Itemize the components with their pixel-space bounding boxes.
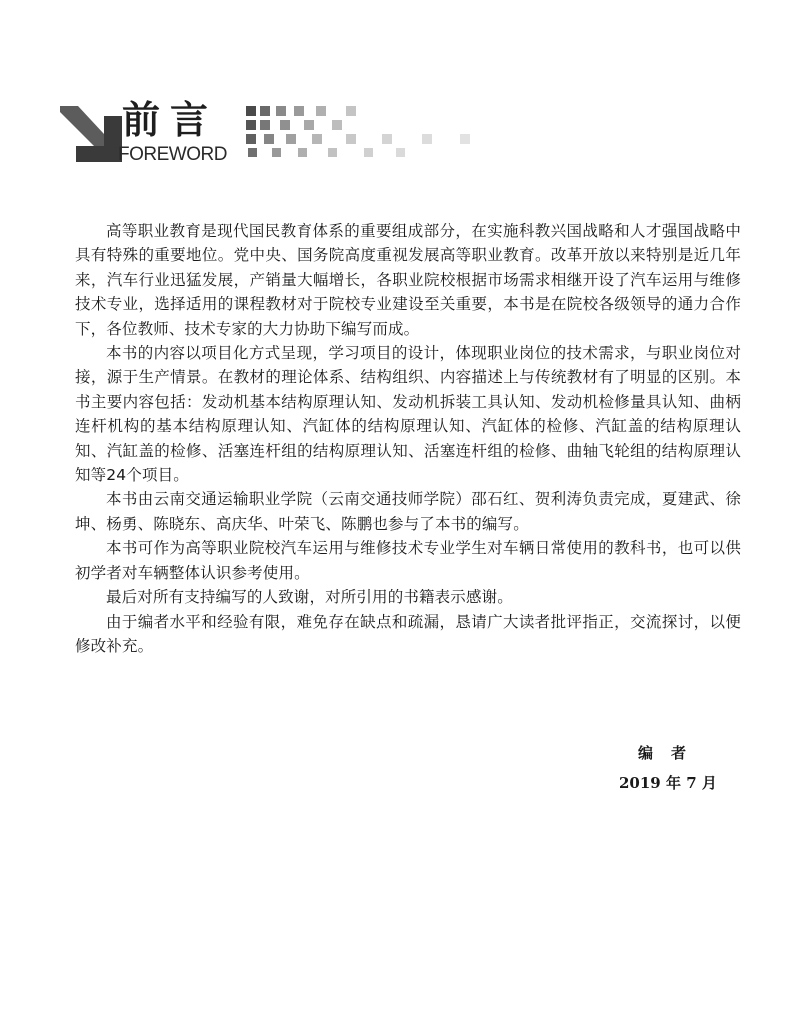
paragraph-1: 高等职业教育是现代国民教育体系的重要组成部分，在实施科教兴国战略和人才强国战略中具有特殊的重要地位。党中央、国务院高度重视发展高等职业教育。改革开放以来特别是近几年来，汽车行业迅猛发展，产销量大幅增长，各职业院校根据市场需求相继开设了汽车运用与维修技术专业，选择适用的课程教材对于院校专业建设至关重要，本书是在院校各级领导的通力合作下，各位教师、技术专家的大力协助下编写而成。 <box>75 222 741 338</box>
page-title: 前言 <box>122 98 219 142</box>
paragraph-3: 本书由云南交通运输职业学院（云南交通技师学院）邵石红、贺利涛负责完成，夏建武、徐坤、杨勇、陈晓东、高庆华、叶荣飞、陈鹏也参与了本书的编写。 <box>75 490 741 533</box>
paragraph-2: 本书的内容以项目化方式呈现，学习项目的设计，体现职业岗位的技术需求，与职业岗位对接，源于生产情景。在教材的理论体系、结构组织、内容描述上与传统教材有了明显的区别。本书主要内容包括：发动机基本结构原理认知、发动机拆装工具认知、发动机检修量具认知、曲柄连杆机构的基本结构原理认知、汽缸体的结构原理认知、汽缸体的检修、汽缸盖的结构原理认知、汽缸盖的检修、活塞连杆组的结构原理认知、活塞连杆组的检修、曲轴飞轮组的结构原理认知等24个项目。 <box>75 344 741 485</box>
foreword-body <box>75 219 741 658</box>
paragraph-4: 本书可作为高等职业院校汽车运用与维修技术专业学生对车辆日常使用的教科书，也可以供初学者对车辆整体认识参考使用。 <box>75 539 741 582</box>
paragraph-5: 最后对所有支持编写的人致谢，对所引用的书籍表示感谢。 <box>106 588 513 607</box>
signature-date: 2019 年 7 月 <box>619 774 717 792</box>
decorative-squares <box>246 104 486 166</box>
page-subtitle: FOREWORD <box>118 144 227 165</box>
arrow-icon <box>60 102 126 164</box>
paragraph-6: 由于编者水平和经验有限，难免存在缺点和疏漏，恳请广大读者批评指正，交流探讨，以便修改补充。 <box>75 612 741 655</box>
foreword-header <box>60 100 480 170</box>
signature-author: 编者 <box>638 744 705 762</box>
